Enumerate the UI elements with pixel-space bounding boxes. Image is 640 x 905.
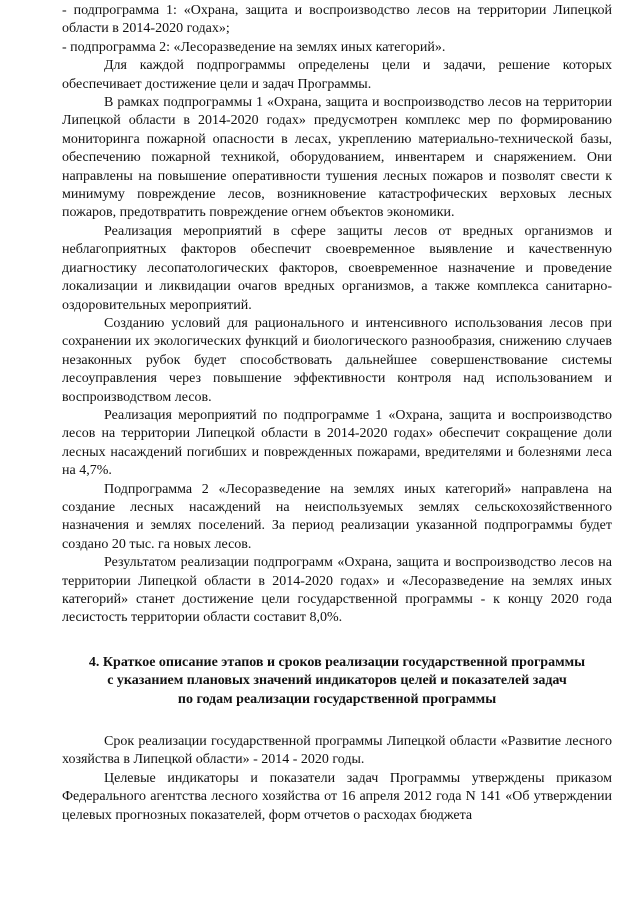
section-heading-line-1: 4. Краткое описание этапов и сроков реализации государственной программы: [88, 654, 586, 670]
section-heading-line-2: с указанием плановых значений индикаторов целей и показателей задач: [107, 673, 567, 689]
paragraph-rational-use: Созданию условий для рационального и интенсивного использования лесов при сохранении их экологических функций и биологического разнообразия, снижению случаев незаконных рубок будет способствовать дальнейшее совершенствование системы лесоуправления через повышение эффективности контроля над использованием и воспроизводством лесов.: [62, 315, 612, 405]
paragraph-subprogram-1-result: Реализация мероприятий по подпрограмме 1 «Охрана, защита и воспроизводство лесов на территории Липецкой области в 2014-2020 годах» обеспечит сокращение доли лесных насаждений погибших и поврежденных пожарами, вредителями и болезнями леса на 4,7%.: [62, 407, 612, 479]
paragraph-target-indicators: Целевые индикаторы и показатели задач Программы утверждены приказом Федерального агентства лесного хозяйства от 16 апреля 2012 года N 141 «Об утверждении целевых прогнозных показателей, форм отчетов о расходах бюджета: [62, 770, 612, 823]
section-heading: [62, 654, 612, 709]
paragraph-fire-measures: В рамках подпрограммы 1 «Охрана, защита и воспроизводство лесов на территории Липецкой области в 2014-2020 годах» предусмотрен комплекс мер по формированию мониторинга пожарной опасности в лесах, укреплению материально-технической базы, обеспечению пожарной техникой, оборудованием, инвентарем и снаряжением. Они направлены на повышение оперативности тушения лесных пожаров и позволят свести к минимуму повреждение лесов, возникновение катастрофических верховых лесных пожаров, предотвратить повреждение огнем объектов экономики.: [62, 95, 612, 221]
paragraph-program-period: Срок реализации государственной программы Липецкой области «Развитие лесного хозяйства в Липецкой области» - 2014 - 2020 годы.: [62, 734, 612, 768]
paragraph-goals: Для каждой подпрограммы определены цели и задачи, решение которых обеспечивает достижение цели и задач Программы.: [62, 58, 612, 92]
body-text-top: [62, 2, 612, 628]
paragraph-subprogram-2: - подпрограмма 2: «Лесоразведение на землях иных категорий».: [62, 39, 446, 55]
body-text-bottom: [62, 733, 612, 825]
paragraph-subprogram-2-description: Подпрограмма 2 «Лесоразведение на землях иных категорий» направлена на создание лесных насаждений на неиспользуемых землях сельскохозяйственного назначения и землях поселений. За период реализации указанной подпрограммы будет создано 20 тыс. га новых лесов.: [62, 481, 612, 552]
section-heading-line-3: по годам реализации государственной программы: [177, 691, 497, 707]
paragraph-program-result: Результатом реализации подпрограмм «Охрана, защита и воспроизводство лесов на территории Липецкой области в 2014-2020 годах» и «Лесоразведение на землях иных категорий» станет достижение цели государственной программы - к концу 2020 года лесистость территории области составит 8,0%.: [62, 555, 612, 626]
paragraph-forest-protection: Реализация мероприятий в сфере защиты лесов от вредных организмов и неблагоприятных факторов обеспечит своевременное выявление и качественную диагностику лесопатологических факторов, своевременное назначение и проведение локализации и ликвидации очагов вредных организмов, а также комплекса санитарно-оздоровительных мероприятий.: [62, 223, 612, 313]
paragraph-subprogram-1: - подпрограмма 1: «Охрана, защита и воспроизводство лесов на территории Липецкой области в 2014-2020 годах»;: [62, 3, 612, 37]
